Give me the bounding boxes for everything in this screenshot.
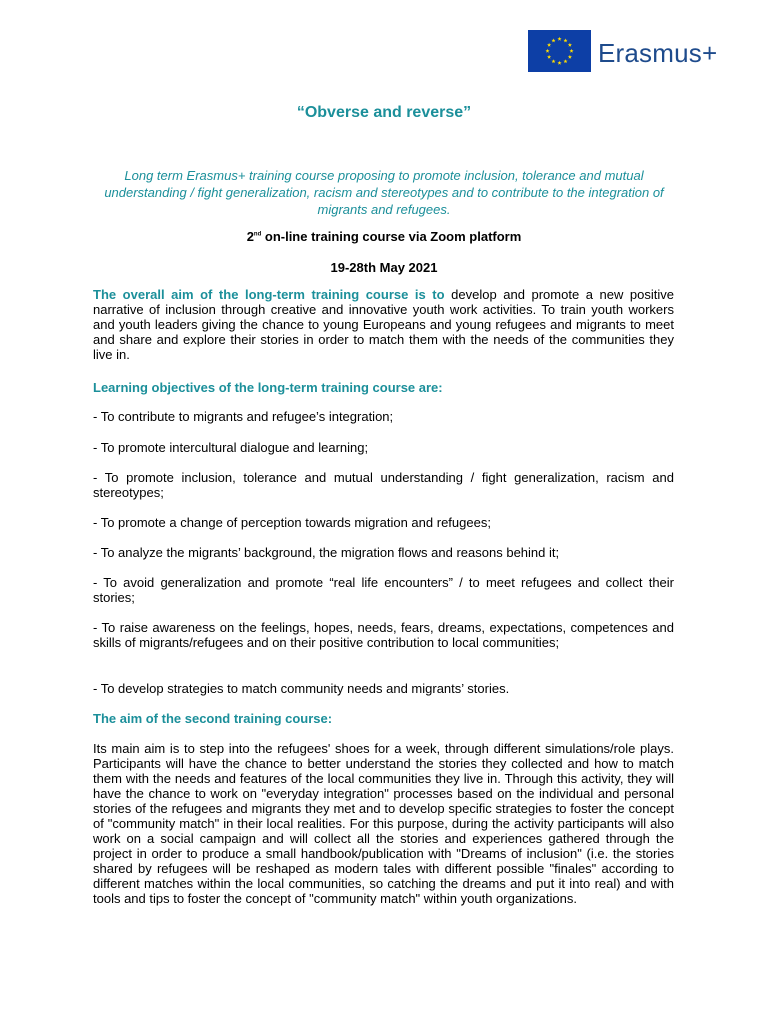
overall-aim-paragraph xyxy=(93,287,674,362)
course-line xyxy=(0,229,768,244)
objective-item: - To promote inclusion, tolerance and mutual understanding / fight generalization, racism and stereotypes; xyxy=(93,470,674,500)
eu-star xyxy=(563,59,567,63)
objectives-heading: Learning objectives of the long-term training course are: xyxy=(93,380,443,395)
page-title: “Obverse and reverse” xyxy=(296,104,472,121)
subtitle: Long term Erasmus+ training course proposing to promote inclusion, tolerance and mutual understanding / fight generalization, racism and stereotypes and to contribute to the integration of migrants and refugees. xyxy=(104,168,664,217)
eu-star xyxy=(557,61,561,65)
objective-item: - To contribute to migrants and refugee’s integration; xyxy=(93,409,394,424)
objective-item: - To promote intercultural dialogue and learning; xyxy=(93,440,369,455)
eu-star xyxy=(557,37,561,41)
eu-star xyxy=(569,49,573,53)
logo-text: Erasmus+ xyxy=(598,38,718,68)
course-line-text: on-line training course via Zoom platform xyxy=(261,229,522,244)
overall-aim-text: develop and promote a new positive narrative of inclusion through creative and innovative youth work activities. To train youth workers and youth leaders giving the chance to young Europeans and young refugees and migrants to meet and share and explore their stories in order to match them with the needs of the communities they live in. xyxy=(93,287,674,362)
eu-star xyxy=(547,43,551,47)
eu-flag-icon xyxy=(528,30,591,72)
objective-item: - To analyze the migrants’ background, the migration flows and reasons behind it; xyxy=(93,545,560,560)
course-dates: 19-28th May 2021 xyxy=(330,260,438,275)
eu-star xyxy=(551,59,555,63)
erasmus-logo xyxy=(528,30,717,72)
second-course-heading: The aim of the second training course: xyxy=(93,711,333,726)
objective-item: - To raise awareness on the feelings, hopes, needs, fears, dreams, expectations, competences and skills of migrants/refugees and on their positive contribution to local communities; xyxy=(93,620,674,650)
overall-aim-lead: The overall aim of the long-term training course is to xyxy=(93,287,445,302)
second-course-paragraph: Its main aim is to step into the refugees' shoes for a week, through different simulations/role plays. Participants will have the chance to better understand the stories they collected and how to match them with the needs and features of the local communities they live in. Through this activity, they will have the chance to work on "everyday integration" processes based on the individual and personal stories of the refugees and migrants they met and to develop specific strategies to foster the concept of "community match" in their local realities. For this purpose, during the activity participants will also work on a social campaign and will collect all the stories and experiences gathered through the project in order to produce a small handbook/publication with "Dreams of inclusion" (i.e. the stories shared by refugees will be reshaped as modern tales with different possible "finales" according to different matches within the local communities, so catching the dreams and put it into real) and with tools and tips to foster the concept of "community match" within youth organizations. xyxy=(93,741,674,906)
course-number: 2 xyxy=(246,229,254,244)
objective-item: - To promote a change of perception towards migration and refugees; xyxy=(93,515,491,530)
course-number-suffix: nd xyxy=(253,231,262,238)
eu-star xyxy=(551,38,555,42)
eu-star xyxy=(545,49,549,53)
eu-star xyxy=(568,43,572,47)
objective-item: - To avoid generalization and promote “real life encounters” / to meet refugees and collect their stories; xyxy=(93,575,674,605)
eu-star xyxy=(563,38,567,42)
eu-star xyxy=(547,55,551,59)
objective-item: - To develop strategies to match community needs and migrants’ stories. xyxy=(93,681,510,696)
eu-star xyxy=(568,55,572,59)
